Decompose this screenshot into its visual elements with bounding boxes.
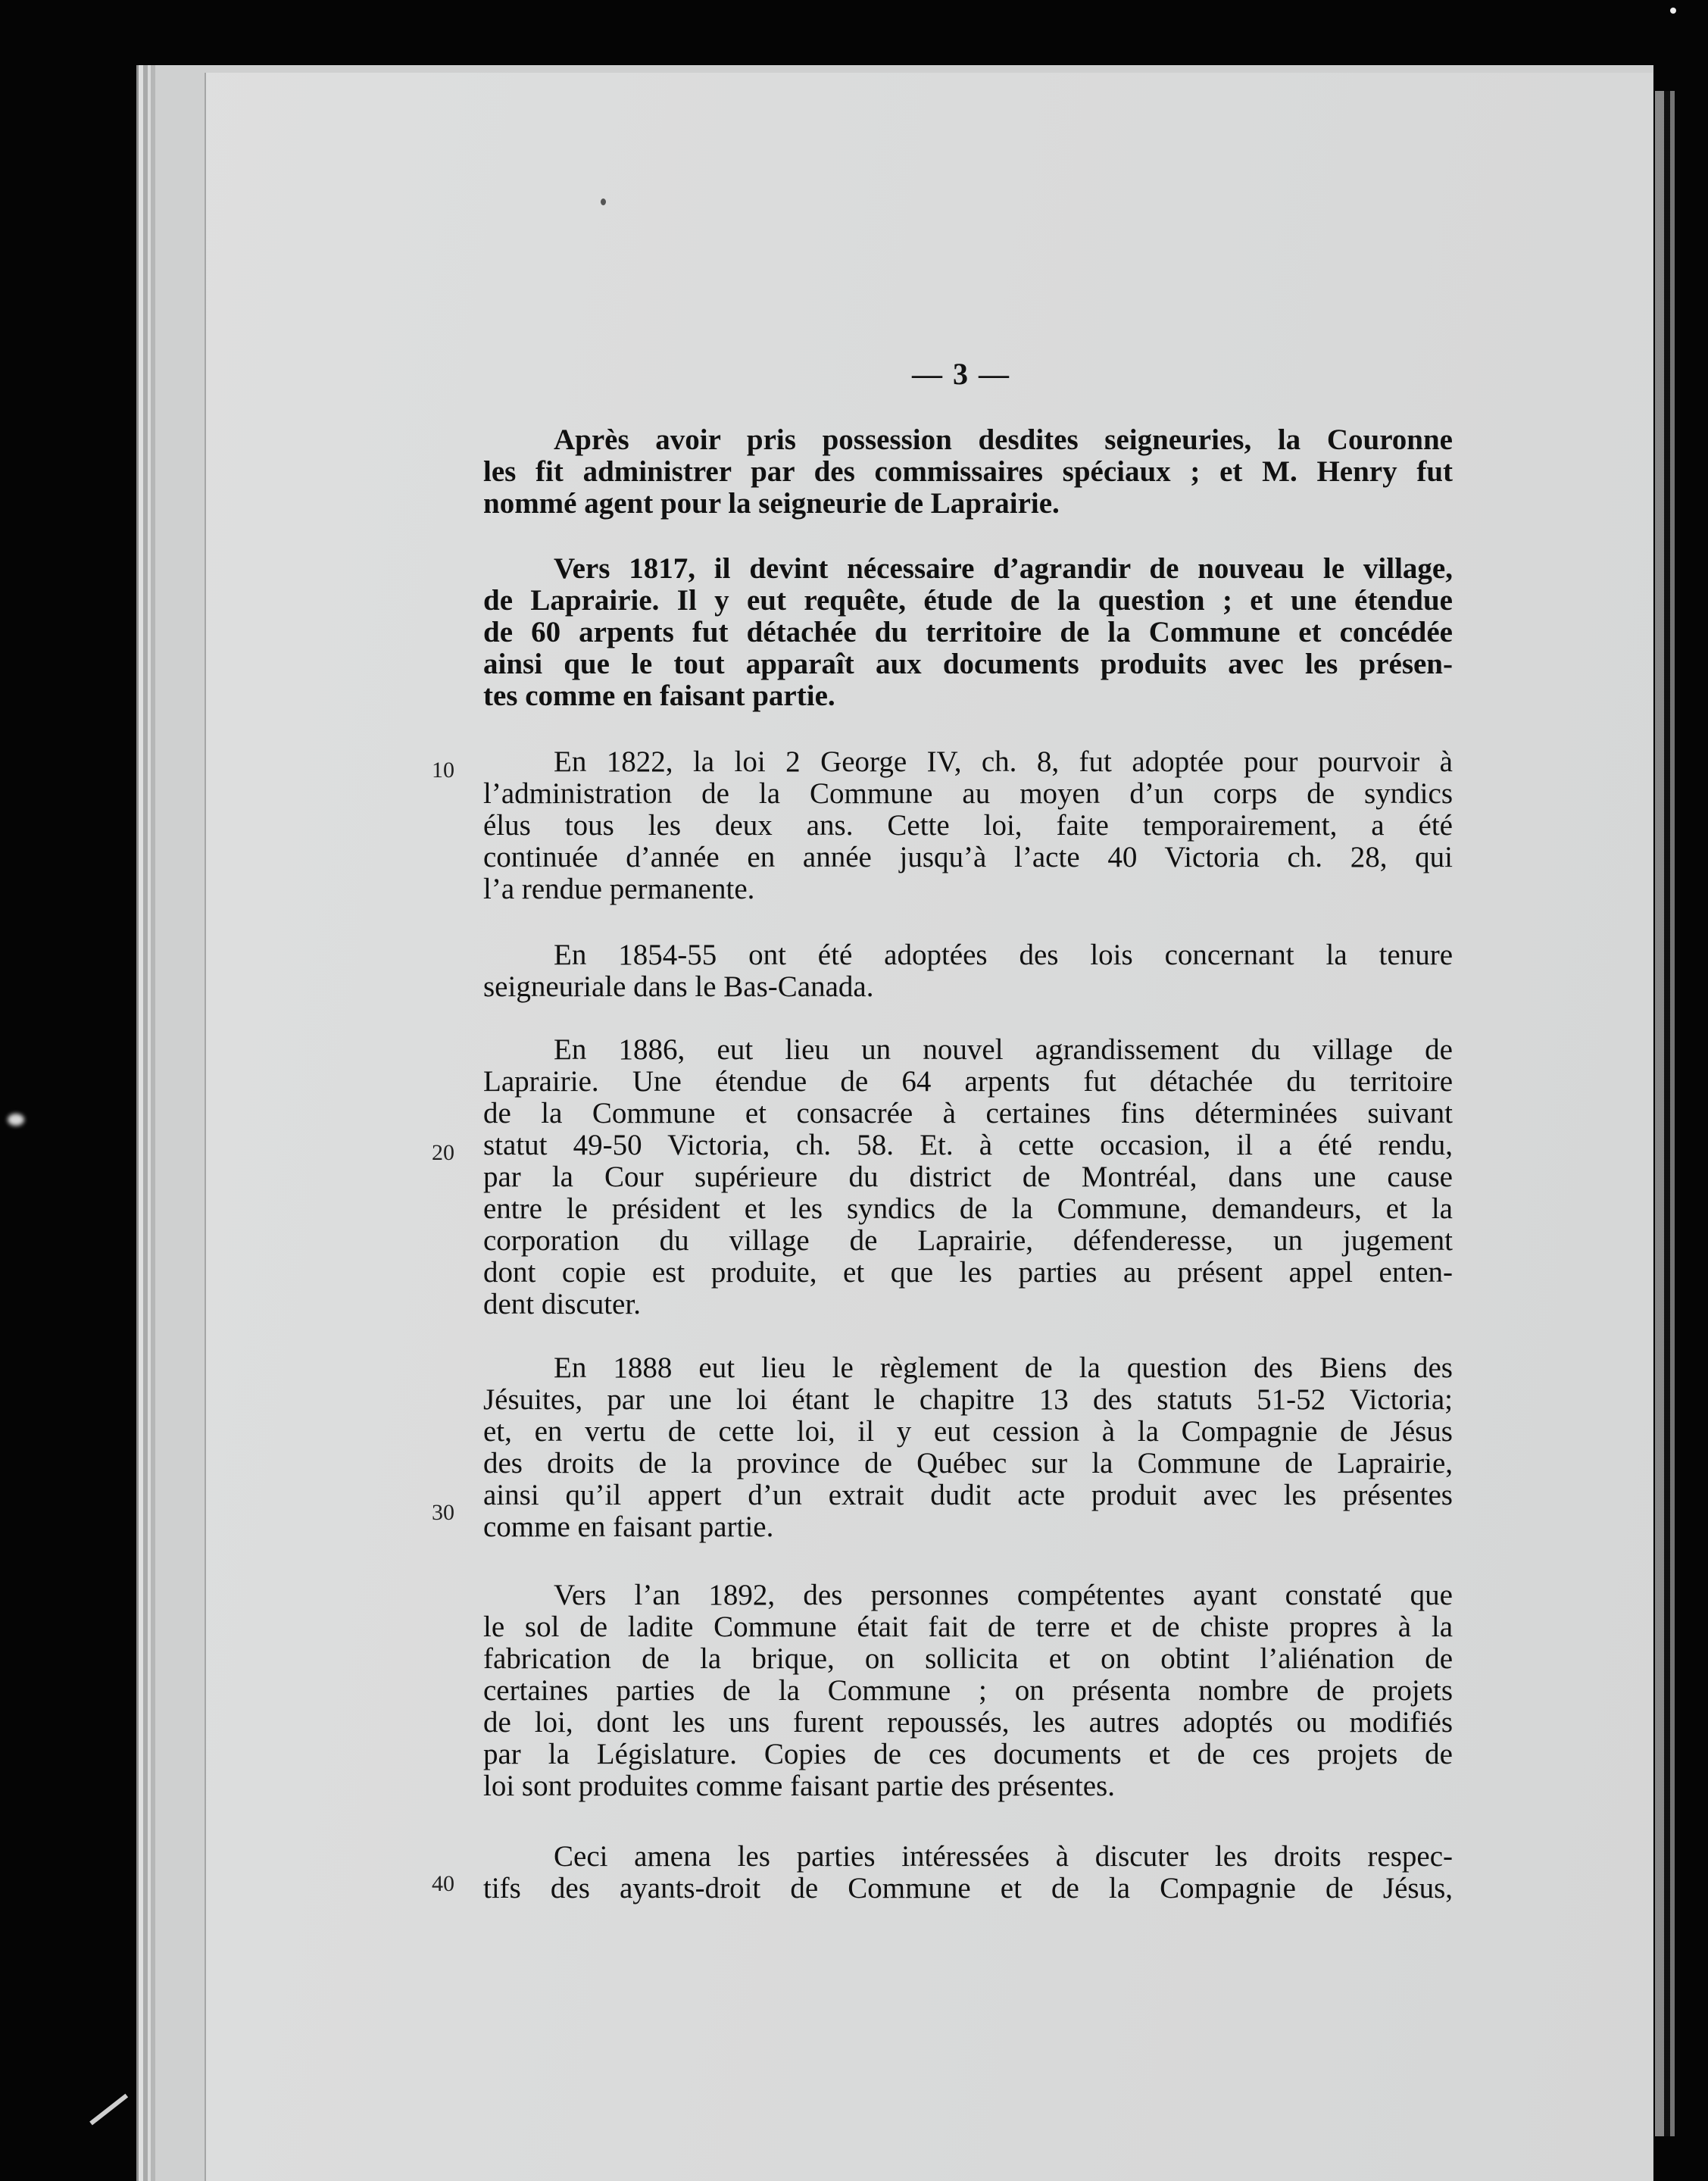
text-line: Ceci amena les parties intéressées à discuter les droits respec- (554, 1841, 1453, 1873)
margin-line-number: 20 (432, 1140, 454, 1165)
text-line: de loi, dont les uns furent repoussés, les autres adoptés ou modifiés (483, 1707, 1453, 1739)
text-line: le sol de ladite Commune était fait de terre et de chiste propres à la (483, 1611, 1453, 1643)
paragraph-6 (483, 1352, 1453, 1543)
paragraph-2 (483, 553, 1453, 712)
text-line: ainsi qu’il appert d’un extrait dudit acte produit avec les présentes (483, 1480, 1453, 1511)
text-line: ainsi que le tout apparaît aux documents produits avec les présen- (483, 648, 1453, 680)
page-number: — 3 — (912, 357, 1010, 391)
margin-line-number: 40 (432, 1871, 454, 1896)
margin-line-number: 30 (432, 1500, 454, 1525)
text-line: l’administration de la Commune au moyen d’un corps de syndics (483, 778, 1453, 810)
paragraph-3 (483, 746, 1453, 905)
text-line: élus tous les deux ans. Cette loi, faite temporairement, a été (483, 810, 1453, 842)
text-line: Vers 1817, il devint nécessaire d’agrandir de nouveau le village, (554, 553, 1453, 585)
text-line: dont copie est produite, et que les parties au présent appel enten- (483, 1257, 1453, 1289)
text-line: En 1822, la loi 2 George IV, ch. 8, fut adoptée pour pourvoir à (554, 746, 1453, 778)
text-line: de la Commune et consacrée à certaines fins déterminées suivant (483, 1098, 1453, 1130)
text-line: Après avoir pris possession desdites seigneuries, la Couronne (554, 424, 1453, 456)
text-line: et, en vertu de cette loi, il y eut cession à la Compagnie de Jésus (483, 1416, 1453, 1448)
text-line: Jésuites, par une loi étant le chapitre 13 des statuts 51-52 Victoria; (483, 1384, 1453, 1416)
text-line: de 60 arpents fut détachée du territoire de la Commune et concédée (483, 617, 1453, 648)
page-corner-mark (89, 2094, 128, 2126)
paragraph-8 (483, 1841, 1453, 1904)
text-line: certaines parties de la Commune ; on présenta nombre de projets (483, 1675, 1453, 1707)
text-line: seigneuriale dans le Bas-Canada. (483, 971, 874, 1003)
text-line: En 1854-55 ont été adoptées des lois concernant la tenure (554, 939, 1453, 971)
text-line: nommé agent pour la seigneurie de Laprairie. (483, 488, 1060, 520)
margin-line-number: 10 (432, 758, 454, 783)
text-line: continuée d’année en année jusqu’à l’acte 40 Victoria ch. 28, qui (483, 842, 1453, 873)
text-line: En 1886, eut lieu un nouvel agrandissement du village de (554, 1034, 1453, 1066)
text-line: par la Cour supérieure du district de Montréal, dans une cause (483, 1161, 1453, 1193)
text-line: entre le président et les syndics de la Commune, demandeurs, et la (483, 1193, 1453, 1225)
text-line: statut 49-50 Victoria, ch. 58. Et. à cette occasion, il a été rendu, (483, 1130, 1453, 1161)
paragraph-7 (483, 1580, 1453, 1802)
text-line: tifs des ayants-droit de Commune et de la Compagnie de Jésus, (483, 1873, 1453, 1904)
text-line: comme en faisant partie. (483, 1511, 774, 1543)
paragraph-5 (483, 1034, 1453, 1320)
text-line: corporation du village de Laprairie, défenderesse, un jugement (483, 1225, 1453, 1257)
text-line: loi sont produites comme faisant partie des présentes. (483, 1770, 1115, 1802)
text-line: tes comme en faisant partie. (483, 680, 835, 712)
text-line: des droits de la province de Québec sur la Commune de Laprairie, (483, 1448, 1453, 1480)
scan-artifact-spot (8, 1114, 24, 1126)
text-line: Laprairie. Une étendue de 64 arpents fut détachée du territoire (483, 1066, 1453, 1098)
text-line: l’a rendue permanente. (483, 873, 755, 905)
ink-dot (601, 198, 606, 205)
text-line: En 1888 eut lieu le règlement de la question des Biens des (554, 1352, 1453, 1384)
paragraph-1 (483, 424, 1453, 520)
text-line: les fit administrer par des commissaires spéciaux ; et M. Henry fut (483, 456, 1453, 488)
scan-artifact-speck (1670, 8, 1676, 14)
text-line: de Laprairie. Il y eut requête, étude de la question ; et une étendue (483, 585, 1453, 617)
text-line: fabrication de la brique, on sollicita et on obtint l’aliénation de (483, 1643, 1453, 1675)
paragraph-4 (483, 939, 1453, 1003)
text-line: dent discuter. (483, 1289, 641, 1320)
text-line: Vers l’an 1892, des personnes compétentes ayant constaté que (554, 1580, 1453, 1611)
scan-artifact-streak (1655, 91, 1685, 2136)
text-line: par la Législature. Copies de ces documents et de ces projets de (483, 1739, 1453, 1770)
